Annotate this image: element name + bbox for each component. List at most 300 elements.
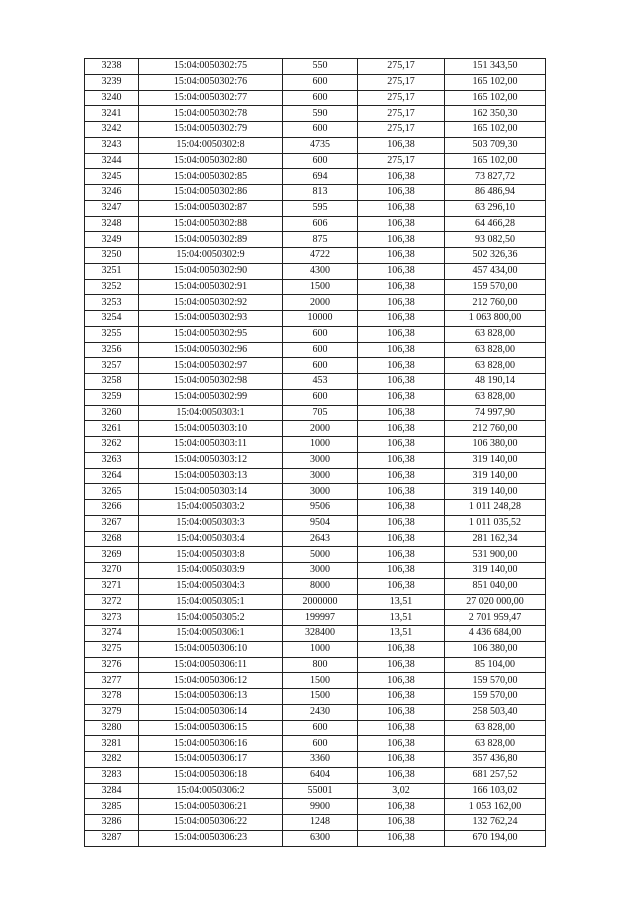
table-row [85,783,546,799]
area-cell: 694 [283,169,358,185]
cadastral-value-cell: 670 194,00 [445,830,546,846]
area-cell: 1500 [283,689,358,705]
cadastral-value-cell: 212 760,00 [445,295,546,311]
table-row [85,830,546,846]
unit-value-cell: 106,38 [358,484,445,500]
row-number-cell: 3262 [85,437,139,453]
table-body [85,59,546,847]
table-row [85,641,546,657]
table-row [85,799,546,815]
table-row [85,673,546,689]
cadastral-number-cell: 15:04:0050302:80 [139,153,283,169]
cadastral-value-cell: 2 701 959,47 [445,610,546,626]
cadastral-number-cell: 15:04:0050302:88 [139,216,283,232]
cadastral-number-cell: 15:04:0050306:14 [139,704,283,720]
unit-value-cell: 106,38 [358,547,445,563]
cadastral-number-cell: 15:04:0050302:75 [139,59,283,75]
table-row [85,311,546,327]
area-cell: 800 [283,657,358,673]
table-row [85,563,546,579]
cadastral-value-cell: 165 102,00 [445,122,546,138]
row-number-cell: 3270 [85,563,139,579]
row-number-cell: 3258 [85,374,139,390]
table-row [85,248,546,264]
area-cell: 600 [283,389,358,405]
unit-value-cell: 106,38 [358,468,445,484]
area-cell: 55001 [283,783,358,799]
table-row [85,59,546,75]
area-cell: 3000 [283,484,358,500]
area-cell: 8000 [283,578,358,594]
row-number-cell: 3282 [85,752,139,768]
cadastral-value-cell: 74 997,90 [445,405,546,421]
cadastral-value-cell: 4 436 684,00 [445,626,546,642]
cadastral-number-cell: 15:04:0050306:21 [139,799,283,815]
table-row [85,405,546,421]
table-row [85,437,546,453]
unit-value-cell: 106,38 [358,137,445,153]
area-cell: 1000 [283,437,358,453]
cadastral-number-cell: 15:04:0050302:98 [139,374,283,390]
cadastral-value-cell: 1 053 162,00 [445,799,546,815]
row-number-cell: 3238 [85,59,139,75]
row-number-cell: 3280 [85,720,139,736]
unit-value-cell: 106,38 [358,531,445,547]
table-row [85,358,546,374]
table-row [85,547,546,563]
cadastral-number-cell: 15:04:0050306:1 [139,626,283,642]
unit-value-cell: 13,51 [358,594,445,610]
unit-value-cell: 3,02 [358,783,445,799]
unit-value-cell: 106,38 [358,752,445,768]
row-number-cell: 3273 [85,610,139,626]
cadastral-value-cell: 681 257,52 [445,767,546,783]
area-cell: 1248 [283,815,358,831]
table-row [85,279,546,295]
row-number-cell: 3276 [85,657,139,673]
area-cell: 2000000 [283,594,358,610]
unit-value-cell: 106,38 [358,673,445,689]
row-number-cell: 3256 [85,342,139,358]
area-cell: 2430 [283,704,358,720]
area-cell: 2000 [283,295,358,311]
row-number-cell: 3265 [85,484,139,500]
unit-value-cell: 275,17 [358,74,445,90]
area-cell: 813 [283,185,358,201]
unit-value-cell: 275,17 [358,153,445,169]
area-cell: 6404 [283,767,358,783]
unit-value-cell: 106,38 [358,248,445,264]
cadastral-number-cell: 15:04:0050302:9 [139,248,283,264]
row-number-cell: 3275 [85,641,139,657]
cadastral-value-cell: 531 900,00 [445,547,546,563]
table-row [85,468,546,484]
table-row [85,531,546,547]
area-cell: 606 [283,216,358,232]
area-cell: 600 [283,358,358,374]
cadastral-value-cell: 503 709,30 [445,137,546,153]
cadastral-number-cell: 15:04:0050306:10 [139,641,283,657]
row-number-cell: 3257 [85,358,139,374]
area-cell: 550 [283,59,358,75]
table-row [85,626,546,642]
cadastral-number-cell: 15:04:0050302:97 [139,358,283,374]
table-row [85,736,546,752]
row-number-cell: 3284 [85,783,139,799]
table-row [85,295,546,311]
table-row [85,374,546,390]
cadastral-number-cell: 15:04:0050303:8 [139,547,283,563]
table-row [85,200,546,216]
table-row [85,421,546,437]
row-number-cell: 3249 [85,232,139,248]
cadastral-number-cell: 15:04:0050303:10 [139,421,283,437]
row-number-cell: 3278 [85,689,139,705]
cadastral-number-cell: 15:04:0050303:3 [139,515,283,531]
row-number-cell: 3242 [85,122,139,138]
cadastral-value-cell: 162 350,30 [445,106,546,122]
unit-value-cell: 106,38 [358,358,445,374]
unit-value-cell: 106,38 [358,389,445,405]
cadastral-value-cell: 281 162,34 [445,531,546,547]
cadastral-number-cell: 15:04:0050302:91 [139,279,283,295]
area-cell: 453 [283,374,358,390]
row-number-cell: 3245 [85,169,139,185]
row-number-cell: 3259 [85,389,139,405]
row-number-cell: 3279 [85,704,139,720]
row-number-cell: 3268 [85,531,139,547]
cadastral-number-cell: 15:04:0050303:12 [139,452,283,468]
area-cell: 9504 [283,515,358,531]
cadastral-value-cell: 319 140,00 [445,452,546,468]
unit-value-cell: 106,38 [358,437,445,453]
row-number-cell: 3241 [85,106,139,122]
cadastral-number-cell: 15:04:0050302:96 [139,342,283,358]
cadastral-number-cell: 15:04:0050305:2 [139,610,283,626]
row-number-cell: 3251 [85,263,139,279]
table-row [85,106,546,122]
area-cell: 5000 [283,547,358,563]
cadastral-value-cell: 48 190,14 [445,374,546,390]
table-row [85,342,546,358]
cadastral-value-cell: 63 828,00 [445,342,546,358]
cadastral-value-cell: 165 102,00 [445,74,546,90]
table-row [85,657,546,673]
row-number-cell: 3281 [85,736,139,752]
cadastral-value-cell: 166 103,02 [445,783,546,799]
area-cell: 1500 [283,279,358,295]
cadastral-value-cell: 73 827,72 [445,169,546,185]
cadastral-number-cell: 15:04:0050302:89 [139,232,283,248]
unit-value-cell: 106,38 [358,689,445,705]
table-row [85,500,546,516]
cadastral-value-cell: 63 828,00 [445,358,546,374]
unit-value-cell: 106,38 [358,232,445,248]
area-cell: 600 [283,153,358,169]
cadastral-number-cell: 15:04:0050306:13 [139,689,283,705]
row-number-cell: 3240 [85,90,139,106]
cadastral-value-cell: 63 828,00 [445,389,546,405]
area-cell: 590 [283,106,358,122]
unit-value-cell: 106,38 [358,279,445,295]
area-cell: 1000 [283,641,358,657]
cadastral-value-cell: 357 436,80 [445,752,546,768]
cadastral-number-cell: 15:04:0050302:92 [139,295,283,311]
cadastral-value-cell: 132 762,24 [445,815,546,831]
cadastral-value-cell: 85 104,00 [445,657,546,673]
area-cell: 600 [283,736,358,752]
unit-value-cell: 275,17 [358,106,445,122]
table-row [85,452,546,468]
unit-value-cell: 106,38 [358,326,445,342]
unit-value-cell: 106,38 [358,578,445,594]
cadastral-value-cell: 258 503,40 [445,704,546,720]
table-row [85,137,546,153]
cadastral-number-cell: 15:04:0050303:11 [139,437,283,453]
cadastral-value-cell: 1 011 035,52 [445,515,546,531]
area-cell: 3000 [283,563,358,579]
row-number-cell: 3266 [85,500,139,516]
table-row [85,389,546,405]
area-cell: 9506 [283,500,358,516]
row-number-cell: 3274 [85,626,139,642]
area-cell: 600 [283,720,358,736]
cadastral-value-cell: 159 570,00 [445,279,546,295]
area-cell: 2643 [283,531,358,547]
row-number-cell: 3287 [85,830,139,846]
cadastral-value-cell: 63 828,00 [445,326,546,342]
area-cell: 3000 [283,468,358,484]
cadastral-value-cell: 63 828,00 [445,736,546,752]
table-row [85,263,546,279]
unit-value-cell: 106,38 [358,830,445,846]
cadastral-value-cell: 159 570,00 [445,689,546,705]
cadastral-number-cell: 15:04:0050306:23 [139,830,283,846]
unit-value-cell: 106,38 [358,799,445,815]
cadastral-number-cell: 15:04:0050302:86 [139,185,283,201]
table-row [85,815,546,831]
row-number-cell: 3286 [85,815,139,831]
cadastral-number-cell: 15:04:0050302:93 [139,311,283,327]
table-row [85,515,546,531]
cadastral-value-cell: 1 011 248,28 [445,500,546,516]
unit-value-cell: 106,38 [358,342,445,358]
row-number-cell: 3253 [85,295,139,311]
cadastral-number-cell: 15:04:0050306:17 [139,752,283,768]
unit-value-cell: 13,51 [358,610,445,626]
unit-value-cell: 106,38 [358,405,445,421]
cadastral-number-cell: 15:04:0050306:2 [139,783,283,799]
cadastral-value-cell: 851 040,00 [445,578,546,594]
table-row [85,704,546,720]
area-cell: 1500 [283,673,358,689]
row-number-cell: 3272 [85,594,139,610]
row-number-cell: 3263 [85,452,139,468]
table-row [85,689,546,705]
cadastral-value-cell: 165 102,00 [445,90,546,106]
cadastral-number-cell: 15:04:0050302:8 [139,137,283,153]
row-number-cell: 3244 [85,153,139,169]
table-row [85,153,546,169]
cadastral-number-cell: 15:04:0050302:99 [139,389,283,405]
unit-value-cell: 106,38 [358,767,445,783]
cadastral-number-cell: 15:04:0050303:1 [139,405,283,421]
cadastral-value-cell: 319 140,00 [445,563,546,579]
cadastral-number-cell: 15:04:0050303:4 [139,531,283,547]
row-number-cell: 3285 [85,799,139,815]
area-cell: 328400 [283,626,358,642]
cadastral-value-cell: 106 380,00 [445,437,546,453]
cadastral-value-cell: 165 102,00 [445,153,546,169]
cadastral-value-cell: 502 326,36 [445,248,546,264]
unit-value-cell: 106,38 [358,216,445,232]
row-number-cell: 3243 [85,137,139,153]
cadastral-number-cell: 15:04:0050305:1 [139,594,283,610]
area-cell: 9900 [283,799,358,815]
unit-value-cell: 106,38 [358,311,445,327]
cadastral-value-cell: 151 343,50 [445,59,546,75]
cadastral-value-cell: 27 020 000,00 [445,594,546,610]
area-cell: 6300 [283,830,358,846]
table-row [85,185,546,201]
table-row [85,74,546,90]
cadastral-number-cell: 15:04:0050302:87 [139,200,283,216]
area-cell: 3360 [283,752,358,768]
area-cell: 4300 [283,263,358,279]
row-number-cell: 3247 [85,200,139,216]
area-cell: 199997 [283,610,358,626]
cadastral-value-cell: 319 140,00 [445,468,546,484]
area-cell: 600 [283,90,358,106]
unit-value-cell: 106,38 [358,657,445,673]
unit-value-cell: 106,38 [358,563,445,579]
unit-value-cell: 106,38 [358,515,445,531]
cadastral-number-cell: 15:04:0050304:3 [139,578,283,594]
unit-value-cell: 275,17 [358,122,445,138]
row-number-cell: 3260 [85,405,139,421]
unit-value-cell: 106,38 [358,641,445,657]
area-cell: 4722 [283,248,358,264]
cadastral-value-cell: 212 760,00 [445,421,546,437]
row-number-cell: 3246 [85,185,139,201]
cadastral-value-cell: 106 380,00 [445,641,546,657]
unit-value-cell: 106,38 [358,500,445,516]
cadastral-number-cell: 15:04:0050302:77 [139,90,283,106]
cadastral-value-cell: 93 082,50 [445,232,546,248]
cadastral-number-cell: 15:04:0050302:90 [139,263,283,279]
row-number-cell: 3250 [85,248,139,264]
unit-value-cell: 106,38 [358,374,445,390]
cadastral-number-cell: 15:04:0050302:95 [139,326,283,342]
row-number-cell: 3267 [85,515,139,531]
cadastral-number-cell: 15:04:0050302:76 [139,74,283,90]
row-number-cell: 3269 [85,547,139,563]
cadastral-number-cell: 15:04:0050302:78 [139,106,283,122]
cadastral-number-cell: 15:04:0050306:11 [139,657,283,673]
cadastral-number-cell: 15:04:0050303:14 [139,484,283,500]
cadastral-number-cell: 15:04:0050302:85 [139,169,283,185]
row-number-cell: 3252 [85,279,139,295]
cadastral-value-cell: 1 063 800,00 [445,311,546,327]
unit-value-cell: 275,17 [358,59,445,75]
cadastral-value-cell: 63 296,10 [445,200,546,216]
row-number-cell: 3264 [85,468,139,484]
area-cell: 2000 [283,421,358,437]
area-cell: 595 [283,200,358,216]
row-number-cell: 3239 [85,74,139,90]
row-number-cell: 3261 [85,421,139,437]
unit-value-cell: 106,38 [358,815,445,831]
table-row [85,720,546,736]
unit-value-cell: 106,38 [358,263,445,279]
table-row [85,326,546,342]
cadastral-number-cell: 15:04:0050303:13 [139,468,283,484]
row-number-cell: 3254 [85,311,139,327]
unit-value-cell: 106,38 [358,704,445,720]
unit-value-cell: 275,17 [358,90,445,106]
row-number-cell: 3277 [85,673,139,689]
row-number-cell: 3255 [85,326,139,342]
unit-value-cell: 106,38 [358,295,445,311]
cadastral-value-table [84,58,546,847]
cadastral-number-cell: 15:04:0050306:22 [139,815,283,831]
cadastral-value-cell: 64 466,28 [445,216,546,232]
cadastral-number-cell: 15:04:0050302:79 [139,122,283,138]
table-row [85,594,546,610]
unit-value-cell: 106,38 [358,200,445,216]
unit-value-cell: 106,38 [358,169,445,185]
area-cell: 600 [283,74,358,90]
table-row [85,767,546,783]
cadastral-value-cell: 63 828,00 [445,720,546,736]
area-cell: 4735 [283,137,358,153]
unit-value-cell: 106,38 [358,185,445,201]
table-row [85,484,546,500]
cadastral-number-cell: 15:04:0050303:2 [139,500,283,516]
area-cell: 600 [283,122,358,138]
table-row [85,122,546,138]
row-number-cell: 3283 [85,767,139,783]
row-number-cell: 3271 [85,578,139,594]
unit-value-cell: 106,38 [358,421,445,437]
area-cell: 705 [283,405,358,421]
cadastral-number-cell: 15:04:0050306:12 [139,673,283,689]
table-row [85,752,546,768]
cadastral-value-cell: 159 570,00 [445,673,546,689]
unit-value-cell: 106,38 [358,720,445,736]
unit-value-cell: 106,38 [358,736,445,752]
area-cell: 10000 [283,311,358,327]
area-cell: 600 [283,342,358,358]
cadastral-value-cell: 319 140,00 [445,484,546,500]
table-row [85,610,546,626]
area-cell: 600 [283,326,358,342]
row-number-cell: 3248 [85,216,139,232]
cadastral-value-cell: 86 486,94 [445,185,546,201]
cadastral-number-cell: 15:04:0050306:18 [139,767,283,783]
table-row [85,216,546,232]
cadastral-number-cell: 15:04:0050303:9 [139,563,283,579]
unit-value-cell: 106,38 [358,452,445,468]
unit-value-cell: 13,51 [358,626,445,642]
table-row [85,578,546,594]
cadastral-number-cell: 15:04:0050306:16 [139,736,283,752]
cadastral-value-cell: 457 434,00 [445,263,546,279]
cadastral-number-cell: 15:04:0050306:15 [139,720,283,736]
table-row [85,169,546,185]
area-cell: 3000 [283,452,358,468]
table-row [85,232,546,248]
